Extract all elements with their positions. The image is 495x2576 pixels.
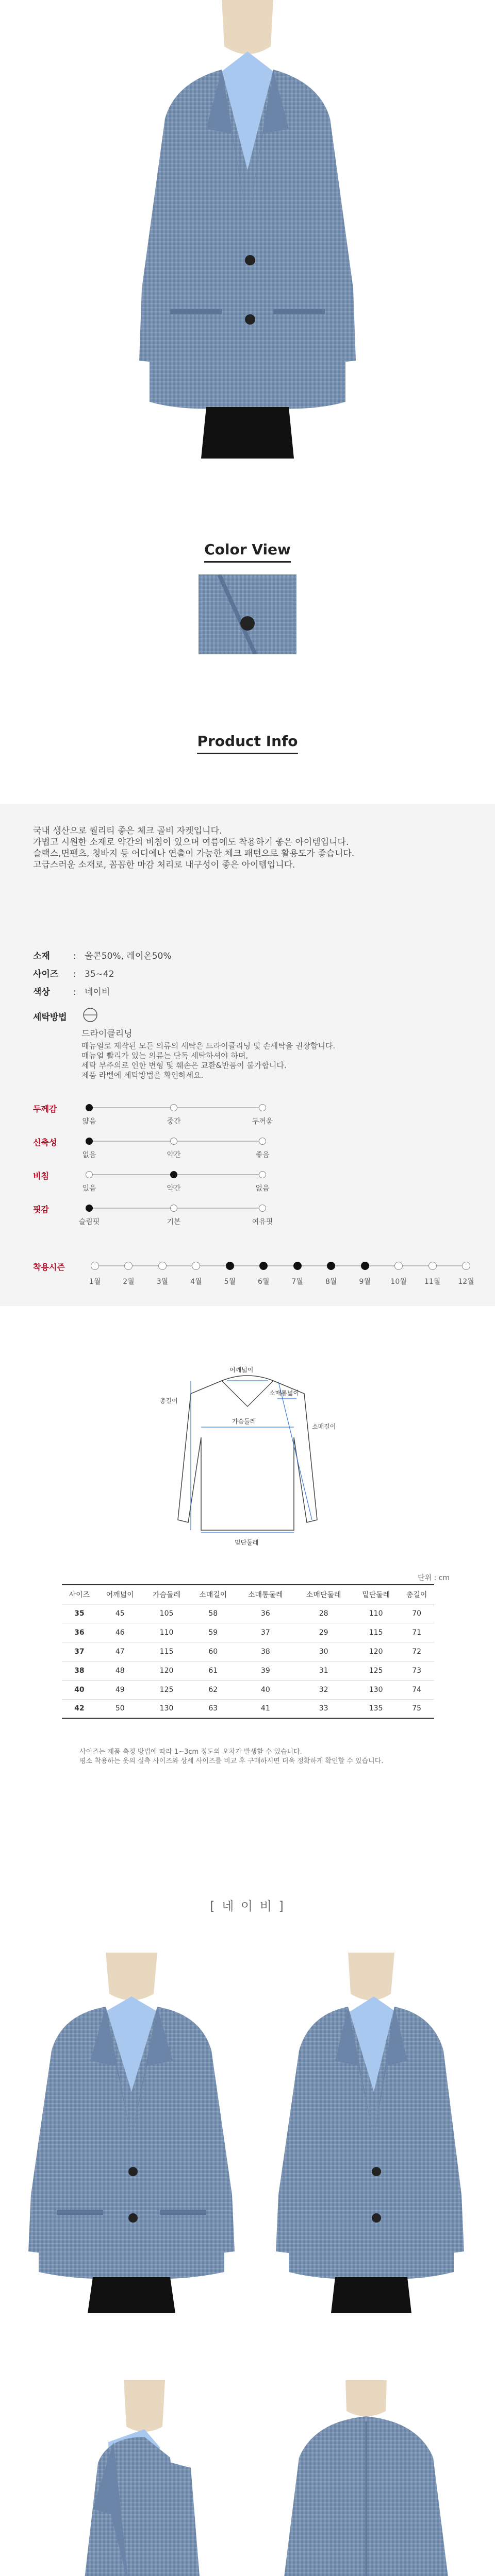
table-cell: 45	[115, 1609, 125, 1618]
table-cell: 58	[208, 1609, 218, 1618]
jacket-angle-photo	[258, 1953, 474, 2313]
spec-size: 사이즈 : 35~42	[33, 967, 114, 979]
table-cell: 29	[319, 1628, 328, 1637]
table-cell: 125	[369, 1666, 383, 1675]
table-cell: 40	[260, 1685, 270, 1694]
table-cell: 110	[159, 1628, 174, 1637]
table-cell: 125	[159, 1685, 174, 1694]
scale-dot	[86, 1104, 93, 1111]
season-dot	[158, 1262, 167, 1270]
table-cell: 39	[260, 1666, 270, 1675]
season-month-label: 2월	[123, 1278, 135, 1286]
table-cell: 38	[74, 1666, 85, 1675]
wash-desc: 매뉴얼 빨리가 있는 의류는 단독 세탁하셔야 하며,	[81, 1051, 249, 1060]
table-cell: 35	[74, 1609, 85, 1618]
table-cell: 48	[115, 1666, 125, 1675]
season-month-label: 7월	[291, 1278, 303, 1286]
product-info-panel	[0, 804, 495, 1306]
table-header: 소매단둘레	[306, 1590, 341, 1599]
scale-label: 기본	[167, 1218, 181, 1226]
description-line: 슬랙스,면팬츠, 청바지 등 어디에나 연출이 가능한 체크 패턴으로 활용도가 좋습니다.	[33, 849, 355, 859]
table-cell: 63	[208, 1704, 218, 1713]
table-cell: 61	[208, 1666, 218, 1675]
spec-key: 소재	[33, 951, 50, 961]
table-cell: 120	[369, 1647, 383, 1656]
season-month-label: 11월	[424, 1278, 441, 1286]
color-view-title: Color View	[0, 541, 495, 563]
unit-label: 단위 : cm	[417, 1574, 450, 1582]
season-dot	[226, 1262, 234, 1270]
note-line: 사이즈는 제품 측정 방법에 따라 1~3cm 정도의 오차가 발생할 수 있습니다.	[79, 1748, 302, 1756]
season-month-label: 5월	[224, 1278, 236, 1286]
table-cell: 32	[319, 1685, 328, 1694]
table-header-row	[62, 1585, 434, 1604]
scale-label: 여유핏	[252, 1218, 273, 1226]
table-cell: 28	[319, 1609, 328, 1618]
table-cell: 47	[115, 1647, 125, 1656]
label-sleeve-length: 소매길이	[312, 1423, 336, 1430]
table-row	[62, 1642, 434, 1661]
table-cell: 60	[208, 1647, 218, 1656]
season-dot	[361, 1262, 369, 1270]
table-header: 소매길이	[199, 1590, 227, 1599]
label-total-length: 총길이	[160, 1397, 178, 1404]
jacket-back-photo	[268, 2380, 464, 2576]
season-dot	[124, 1262, 133, 1270]
table-cell: 36	[74, 1628, 85, 1637]
scale-key: 핏감	[33, 1205, 49, 1214]
spec-key: 세탁방법	[33, 1012, 67, 1023]
season-dot	[91, 1262, 99, 1270]
table-header: 총길이	[406, 1590, 427, 1599]
label-chest: 가슴둘레	[232, 1418, 256, 1425]
wash-instructions	[81, 1029, 442, 1080]
scale-label: 얇음	[82, 1117, 96, 1126]
table-cell: 74	[412, 1685, 422, 1694]
jacket-front-photo	[21, 1953, 242, 2313]
note-line: 평소 착용하는 옷의 실측 사이즈와 상세 사이즈를 비교 후 구매하시면 더욱 정확하게 확인할 수 있습니다.	[79, 1757, 384, 1765]
color-swatch-closeup	[199, 574, 296, 654]
season-month-label: 12월	[458, 1278, 474, 1286]
description-line: 고급스러운 소재로, 꼼꼼한 마감 처리로 내구성이 좋은 아이템입니다.	[33, 860, 295, 870]
season-dot	[394, 1262, 403, 1270]
description-line: 가볍고 시원한 소재로 약간의 비침이 있으며 여름에도 착용하기 좋은 아이템입니다.	[33, 837, 349, 848]
table-cell: 75	[412, 1704, 422, 1713]
label-sleeve-width: 소매통넓이	[269, 1389, 299, 1397]
scale-dot	[259, 1171, 266, 1178]
product-info-title: Product Info	[0, 733, 495, 754]
season-dot	[428, 1262, 437, 1270]
table-cell: 31	[319, 1666, 328, 1675]
wash-desc: 매뉴얼로 제작된 모든 의류의 세탁은 드라이클리닝 및 손세탁을 권장합니다.	[81, 1041, 336, 1050]
spec-value: 울콘50%, 레이온50%	[85, 951, 172, 961]
season-dot	[293, 1262, 302, 1270]
table-cell: 105	[159, 1609, 174, 1618]
product-description	[33, 825, 466, 871]
wash-desc: 세탁 부주의로 인한 변형 및 훼손은 교환&반품이 불가합니다.	[81, 1061, 287, 1070]
scale-stretch	[33, 1136, 466, 1162]
spec-value: 35~42	[85, 969, 114, 979]
table-header: 어깨넓이	[106, 1590, 134, 1599]
table-cell: 42	[74, 1704, 85, 1713]
scale-dot	[170, 1205, 177, 1212]
scale-key: 신축성	[33, 1138, 57, 1147]
season-month-label: 1월	[89, 1278, 101, 1286]
season-dot	[327, 1262, 335, 1270]
wash-desc: 제품 라벨에 세탁방법을 확인하세요.	[81, 1071, 204, 1080]
table-cell: 120	[159, 1666, 174, 1675]
scale-dot	[170, 1171, 177, 1178]
spec-key: 사이즈	[33, 969, 59, 979]
table-cell: 71	[412, 1628, 422, 1637]
fabric-swatch-illustration	[199, 574, 296, 654]
table-cell: 59	[208, 1628, 218, 1637]
color-caption: [ 네 이 비 ]	[210, 1899, 285, 1913]
season-month-label: 4월	[190, 1278, 202, 1286]
measurement-diagram	[139, 1350, 356, 1556]
table-cell: 40	[74, 1685, 85, 1694]
hero-jacket-photo	[103, 0, 392, 459]
scale-dot	[259, 1138, 266, 1145]
table-header: 가슴둘레	[152, 1590, 181, 1599]
scale-dot	[170, 1104, 177, 1111]
table-cell: 37	[260, 1628, 270, 1637]
size-note	[79, 1748, 440, 1766]
size-table	[62, 1584, 434, 1719]
scale-label: 슬림핏	[78, 1218, 100, 1226]
table-cell: 30	[319, 1647, 328, 1656]
scale-thickness	[33, 1103, 466, 1128]
scale-dot	[86, 1205, 93, 1212]
table-cell: 70	[412, 1609, 422, 1618]
table-cell: 50	[115, 1704, 125, 1713]
season-month-label: 8월	[325, 1278, 337, 1286]
spec-wash	[33, 1010, 73, 1023]
season-month-label: 6월	[258, 1278, 270, 1286]
scale-dot	[170, 1138, 177, 1145]
season-month-label: 10월	[390, 1278, 407, 1286]
season-month-label: 9월	[359, 1278, 371, 1286]
table-row	[62, 1604, 434, 1623]
table-cell: 135	[369, 1704, 383, 1713]
spec-color: 색상 : 네이비	[33, 985, 110, 997]
scale-label: 없음	[255, 1184, 270, 1193]
spec-key: 색상	[33, 987, 50, 997]
label-shoulder: 어깨넓이	[229, 1366, 254, 1374]
jacket-back-illustration	[268, 2380, 464, 2576]
table-cell: 72	[412, 1647, 422, 1656]
table-header: 사이즈	[69, 1590, 90, 1599]
table-cell: 130	[159, 1704, 174, 1713]
table-cell: 38	[260, 1647, 270, 1656]
table-row	[62, 1661, 434, 1680]
scale-dot	[259, 1205, 266, 1212]
spec-material: 소재 : 울콘50%, 레이온50%	[33, 948, 172, 961]
table-cell: 62	[208, 1685, 218, 1694]
season-dot	[259, 1262, 268, 1270]
jacket-outline-icon	[139, 1350, 356, 1556]
table-header: 밑단둘레	[362, 1590, 390, 1599]
scale-label: 약간	[167, 1184, 181, 1193]
scale-fit	[33, 1203, 466, 1229]
scale-label: 두꺼움	[252, 1117, 273, 1126]
description-line: 국내 생산으로 퀄리티 좋은 체크 골비 자켓입니다.	[33, 826, 222, 836]
table-cell: 33	[319, 1704, 328, 1713]
jacket-angle-illustration	[258, 1953, 474, 2313]
scale-dot	[86, 1171, 93, 1178]
table-cell: 37	[74, 1647, 85, 1656]
scale-key: 두께감	[33, 1104, 57, 1114]
scale-label: 있음	[82, 1184, 96, 1193]
season-dot	[192, 1262, 200, 1270]
table-cell: 41	[260, 1704, 270, 1713]
scale-dot	[259, 1104, 266, 1111]
season-month-label: 3월	[156, 1278, 169, 1286]
table-header: 소매통둘레	[248, 1590, 283, 1599]
scale-label: 좋음	[255, 1151, 270, 1159]
table-cell: 115	[369, 1628, 383, 1637]
jacket-front-illustration	[21, 1953, 242, 2313]
table-cell: 46	[115, 1628, 125, 1637]
jacket-side-photo	[62, 2380, 232, 2576]
scale-key: 비침	[33, 1171, 49, 1181]
table-row	[62, 1680, 434, 1699]
jacket-front-illustration	[103, 0, 392, 459]
spec-value: 네이비	[85, 987, 110, 997]
jacket-side-illustration	[62, 2380, 232, 2576]
label-hem: 밑단둘레	[235, 1539, 259, 1546]
season-dot	[462, 1262, 470, 1270]
season-key: 착용시즌	[33, 1262, 65, 1272]
table-cell: 36	[260, 1609, 270, 1618]
table-row	[62, 1699, 434, 1718]
table-cell: 49	[115, 1685, 125, 1694]
scale-label: 중간	[167, 1117, 181, 1126]
wear-season	[33, 1260, 474, 1291]
table-cell: 73	[412, 1666, 422, 1675]
wash-title: 드라이클리닝	[81, 1029, 133, 1039]
scale-dot	[86, 1138, 93, 1145]
scale-label: 없음	[82, 1151, 96, 1159]
scale-label: 약간	[167, 1151, 181, 1159]
scale-sheerness	[33, 1170, 466, 1195]
dry-clean-icon	[81, 1007, 99, 1023]
table-cell: 110	[369, 1609, 383, 1618]
table-cell: 115	[159, 1647, 174, 1656]
table-row	[62, 1623, 434, 1642]
table-cell: 130	[369, 1685, 383, 1694]
